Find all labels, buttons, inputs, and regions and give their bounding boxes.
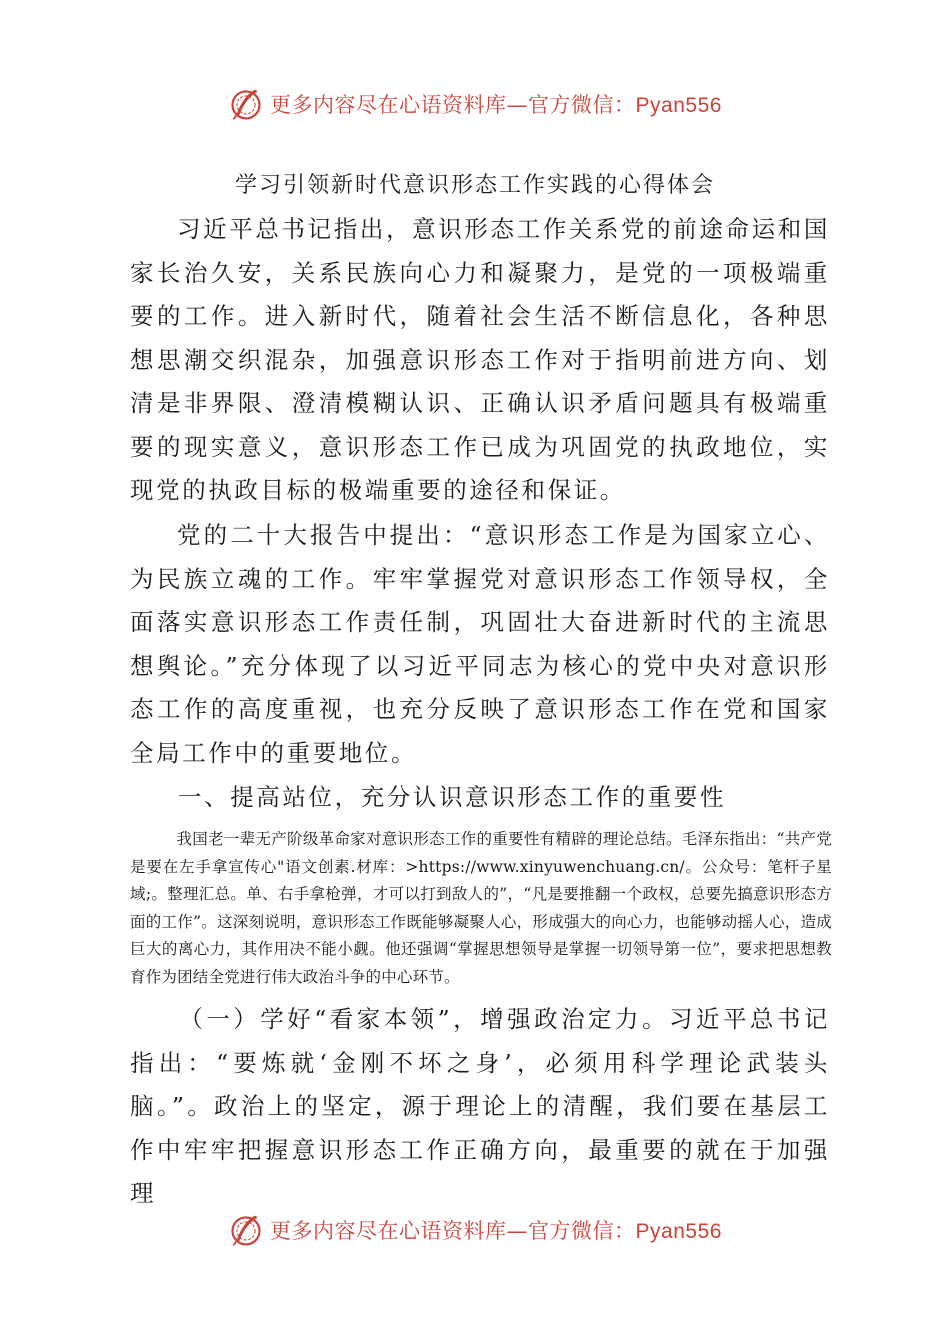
footer-watermark-banner [0, 1208, 950, 1252]
banner-label: 更多内容尽在心语资料库—官方微信： [270, 1219, 636, 1243]
document-title: 学习引领新时代意识形态工作实践的心得体会 [234, 173, 715, 198]
banner-wechat-id: Pyan556 [635, 1220, 722, 1243]
paragraph-1: 习近平总书记指出，意识形态工作关系党的前途命运和国家长治久安，关系民族向心力和凝聚力，是党的一项极端重要的工作。进入新时代，随着社会生活不断信息化，各种思想思潮交织混杂，加强意识形态工作对于指明前进方向、划清是非界限、澄清模糊认识、正确认识矛盾问题具有极端重要的现实意义，意识形态工作已成为巩固党的执政地位，实现党的执政目标的极端重要的途径和保证。 [130, 215, 830, 504]
small-quote-paragraph: 我国老一辈无产阶级革命家对意识形态工作的重要性有精辟的理论总结。毛泽东指出：“共产党是要在左手拿宣传心"语文创素.材库：>https://www.xinyuwenchuang.cn/。公众号：笔杆子星域;。整理汇总。单、右手拿枪弹，才可以打到敌人的”，“凡是要推翻一个政权，总要先搞意识形态方面的工作”。这深刻说明，意识形态工作既能够凝聚人心，形成强大的向心力，也能够动摇人心，造成巨大的离心力，其作用决不能小觑。他还强调“掌握思想领导是掌握一切领导第一位”，要求把思想教育作为团结全党进行伟大政治斗争的中心环节。 [130, 830, 832, 986]
quill-logo-icon [228, 86, 264, 122]
banner-text [270, 89, 722, 119]
header-watermark-banner [0, 82, 950, 126]
quill-logo-icon [228, 1212, 264, 1248]
section-heading-1: 一、提高站位，充分认识意识形态工作的重要性 [178, 783, 727, 811]
banner-text [270, 1215, 722, 1245]
paragraph-3: （一）学好“看家本领”，增强政治定力。习近平总书记指出：“要炼就‘金刚不坏之身’，必须用科学理论武装头脑。”。政治上的坚定，源于理论上的清醒，我们要在基层工作中牢牢把握意识形态工作正确方向，最重要的就在于加强理 [130, 1005, 830, 1207]
paragraph-2: 党的二十大报告中提出：“意识形态工作是为国家立心、为民族立魂的工作。牢牢掌握党对意识形态工作领导权，全面落实意识形态工作责任制，巩固壮大奋进新时代的主流思想舆论。”充分体现了以习近平同志为核心的党中央对意识形态工作的高度重视，也充分反映了意识形态工作在党和国家全局工作中的重要地位。 [130, 521, 830, 767]
banner-wechat-id: Pyan556 [635, 94, 722, 117]
banner-label: 更多内容尽在心语资料库—官方微信： [270, 93, 636, 117]
